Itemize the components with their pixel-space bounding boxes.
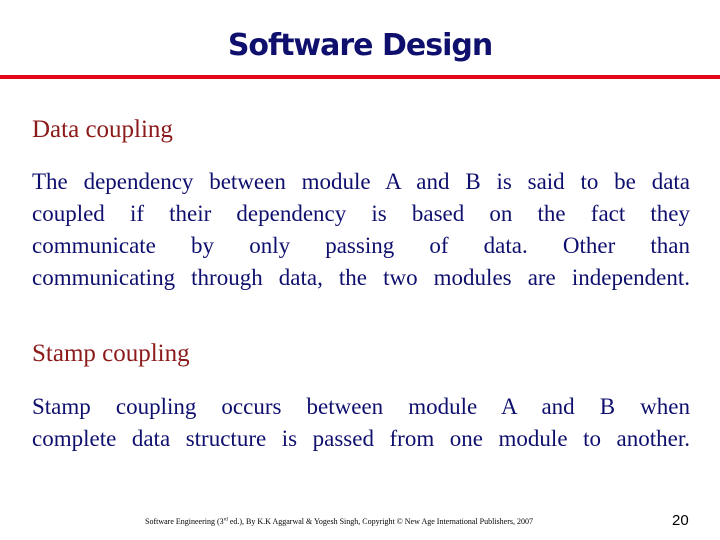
body-line: communicating through data, the two modules are independent. xyxy=(32,265,690,290)
body-line: communicate by only passing of data. Other than xyxy=(32,233,690,258)
slide-title xyxy=(0,28,720,63)
page-number: 20 xyxy=(672,512,689,529)
section-body-stamp-coupling xyxy=(32,391,690,455)
section-heading-stamp-coupling: Stamp coupling xyxy=(32,340,190,367)
body-line: The dependency between module A and B is said to be data xyxy=(32,169,690,194)
body-line: coupled if their dependency is based on the fact they xyxy=(32,201,690,226)
slide-title-text: Software Design xyxy=(227,28,493,63)
footer-citation-pre: Software Engineering (3 xyxy=(145,517,224,526)
section-heading-data-coupling: Data coupling xyxy=(32,116,173,143)
title-divider xyxy=(0,75,720,79)
footer-citation-post: ed.), By K.K Aggarwal & Yogesh Singh, Copyright © New Age International Publishers, 2007 xyxy=(227,517,533,526)
footer-citation-sup: rd xyxy=(223,517,228,523)
section-body-data-coupling xyxy=(32,166,690,294)
body-line: Stamp coupling occurs between module A and B when xyxy=(32,394,690,419)
body-line: complete data structure is passed from one module to another. xyxy=(32,426,690,451)
footer-citation xyxy=(145,517,533,526)
